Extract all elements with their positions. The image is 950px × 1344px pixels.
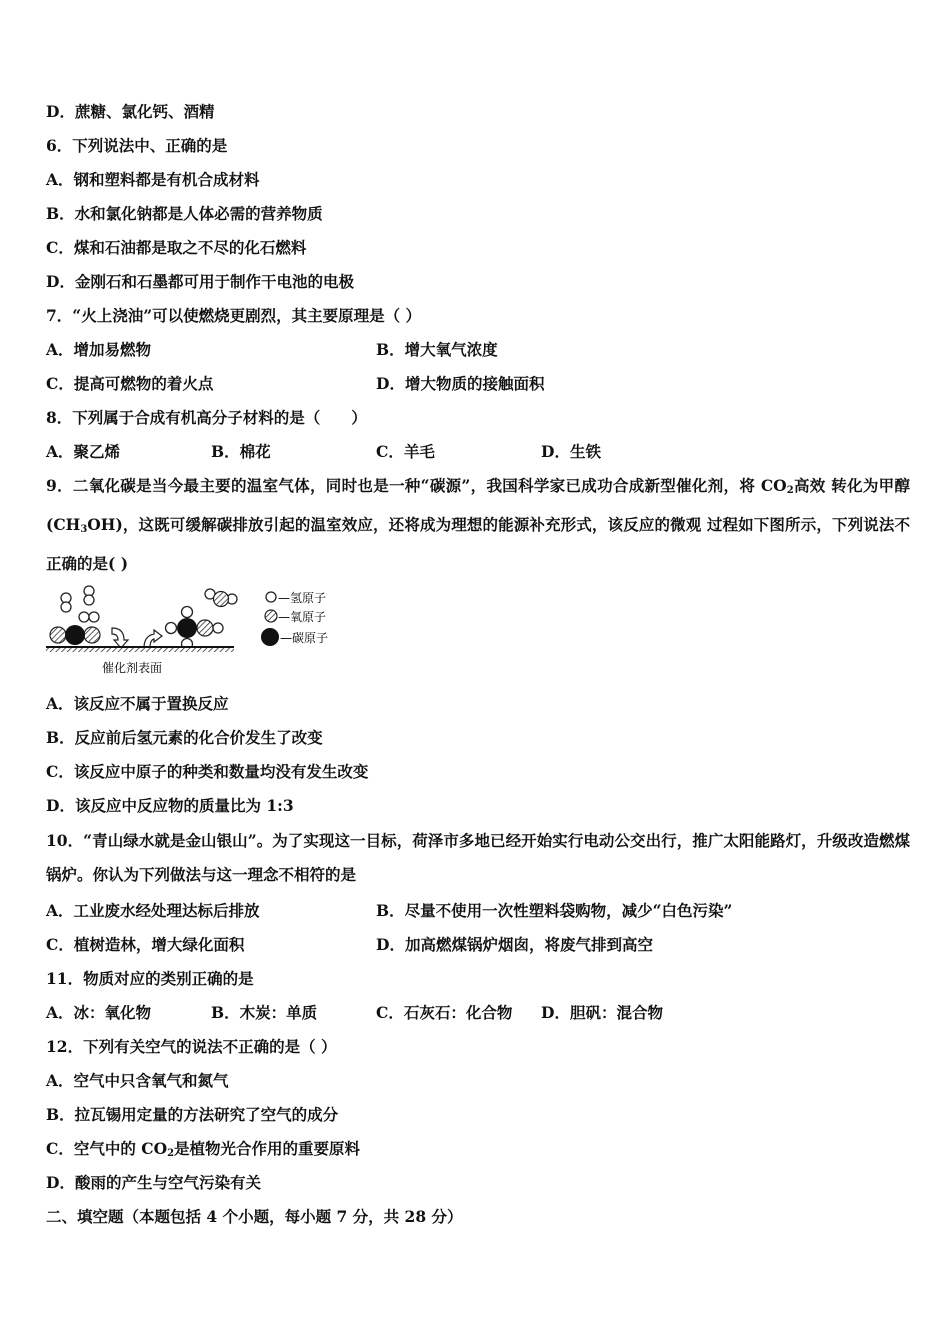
q8-stem: 8．下列属于合成有机高分子材料的是（ ） xyxy=(46,408,367,427)
methanol-molecule xyxy=(166,607,224,650)
water-molecule xyxy=(205,589,237,607)
hydrogen-molecules-left xyxy=(61,586,99,622)
q11-stem: 11．物质对应的类别正确的是 xyxy=(46,969,254,988)
q12-option-b: B．拉瓦锡用定量的方法研究了空气的成分 xyxy=(46,1105,339,1124)
q5-option-d: D．蔗糖、氯化钙、酒精 xyxy=(46,102,215,121)
q9-option-a: A．该反应不属于置换反应 xyxy=(46,694,229,713)
curved-arrow-down-icon xyxy=(112,628,128,648)
curved-arrow-up-icon xyxy=(144,630,162,648)
legend-oxygen-label: —氧原子 xyxy=(278,610,327,624)
section-2-title: 二、填空题（本题包括 4 个小题，每小题 7 分，共 28 分） xyxy=(46,1207,463,1226)
q8-option-b: B．棉花 xyxy=(211,442,271,461)
legend-hydrogen-symbol xyxy=(266,592,276,602)
q12-stem: 12．下列有关空气的说法不正确的是（ ） xyxy=(46,1037,337,1056)
q8-option-d: D．生铁 xyxy=(541,442,601,461)
q10-option-a: A．工业废水经处理达标后排放 xyxy=(46,901,260,920)
legend-oxygen-symbol xyxy=(265,610,277,622)
q11-option-a: A．冰：氧化物 xyxy=(46,1003,152,1022)
q7-option-c: C．提高可燃物的着火点 xyxy=(46,374,214,393)
q12-option-c-post: 是植物光合作用的重要原料 xyxy=(174,1139,361,1158)
q6-option-d: D．金刚石和石墨都可用于制作干电池的电极 xyxy=(46,272,354,291)
q10-option-c: C．植树造林，增大绿化面积 xyxy=(46,935,245,954)
q9-reaction-diagram xyxy=(44,584,344,680)
q12-option-c-pre: C．空气中的 CO xyxy=(46,1139,168,1158)
q8-option-a: A．聚乙烯 xyxy=(46,442,121,461)
q10-option-b: B．尽量不使用一次性塑料袋购物，减少“白色污染” xyxy=(376,901,733,920)
q7-option-a: A．增加易燃物 xyxy=(46,340,152,359)
q11-option-c: C．石灰石：化合物 xyxy=(376,1003,513,1022)
surface-label: 催化剂表面 xyxy=(102,661,163,675)
q11-option-d: D．胆矾：混合物 xyxy=(541,1003,663,1022)
q9-option-c: C．该反应中原子的种类和数量均没有发生改变 xyxy=(46,762,369,781)
legend xyxy=(261,591,328,646)
q9-stem-sub2: 3 xyxy=(80,524,88,535)
q12-option-c xyxy=(46,1139,360,1164)
q9-stem-sub1: 2 xyxy=(786,485,794,496)
catalyst-surface xyxy=(46,647,234,652)
q6-option-b: B．水和氯化钠都是人体必需的营养物质 xyxy=(46,204,323,223)
q8-option-c: C．羊毛 xyxy=(376,442,435,461)
q9-option-d: D．该反应中反应物的质量比为 1:3 xyxy=(46,796,294,815)
legend-carbon-label: —碳原子 xyxy=(280,631,329,645)
q6-stem: 6．下列说法中、正确的是 xyxy=(46,136,228,155)
legend-carbon-symbol xyxy=(261,628,279,646)
q11-option-b: B．木炭：单质 xyxy=(211,1003,318,1022)
q7-option-d: D．增大物质的接触面积 xyxy=(376,374,545,393)
q9-stem-part2: 高效 转化为甲醇(CH xyxy=(46,476,910,534)
q12-option-d: D．酸雨的产生与空气污染有关 xyxy=(46,1173,261,1192)
co2-molecule xyxy=(50,625,100,645)
reaction-diagram-svg xyxy=(44,584,344,680)
q9-stem-part1: 9．二氧化碳是当今最主要的温室气体，同时也是一种“碳源”，我国科学家已成功合成新型催化剂，将 CO xyxy=(46,476,787,495)
q12-option-c-sub: 2 xyxy=(167,1148,175,1159)
q7-stem: 7．“火上浇油”可以使燃烧更剧烈，其主要原理是（ ） xyxy=(46,306,422,325)
q6-option-c: C．煤和石油都是取之不尽的化石燃料 xyxy=(46,238,307,257)
q12-option-a: A．空气中只含氧气和氮气 xyxy=(46,1071,229,1090)
legend-hydrogen-label: —氢原子 xyxy=(278,591,327,605)
q10-stem: 10．“青山绿水就是金山银山”。为了实现这一目标，荷泽市多地已经开始实行电动公交出行，推广太阳能路灯，升级改造燃煤锅炉。你认为下列做法与这一理念不相符的是 xyxy=(46,831,910,884)
q9-option-b: B．反应前后氢元素的化合价发生了改变 xyxy=(46,728,323,747)
q9-stem-part3: OH)，这既可缓解碳排放引起的温室效应，还将成为理想的能源补充形式，该反应的微观 过程如下图所示，下列说法不正确的是( ) xyxy=(46,515,910,573)
q9-stem xyxy=(46,469,910,581)
q7-option-b: B．增大氧气浓度 xyxy=(376,340,498,359)
q10-option-d: D．加高燃煤锅炉烟囱，将废气排到高空 xyxy=(376,935,653,954)
q6-option-a: A．钢和塑料都是有机合成材料 xyxy=(46,170,260,189)
